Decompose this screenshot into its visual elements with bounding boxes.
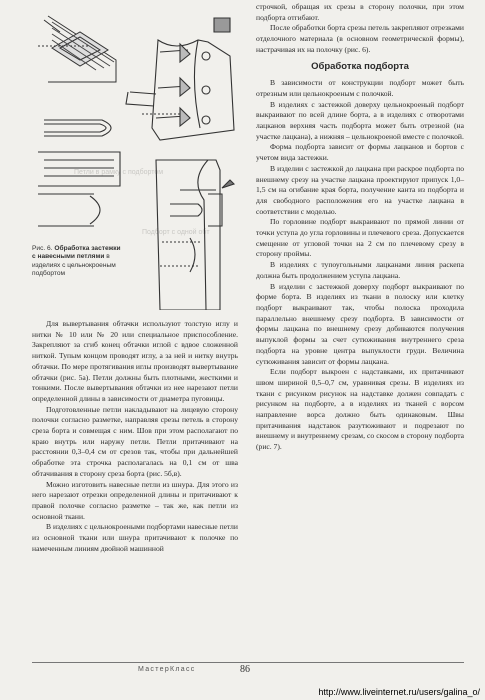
paragraph: В изделии с застежкой до лацкана при раскрое подборта по внешнему срезу на участке лацкана проектируют припуск 1,0–1,5 см на огибание края борта, получение канта из подборта и для свободного расположения его на участке лацкана в соответствии с моделью.: [256, 163, 464, 216]
paragraph: Подготовленные петли накладывают на лицевую сторону полочки согласно разметке, направляя срезы петель в сторону среза борта и совмещая с ним. Шов при этом располагают по краю внутрь или наружу петли. Петли притачивают на расстоянии 0,3–0,4 см от срезов так, чтобы при дальнейшей обработке эта строчка располагалась на 0,1 см от шва обтачивания в сторону среза борта (рис. 5б,в).: [32, 404, 238, 478]
paragraph: Для вывертывания обтачки используют толстую иглу и нитки № 10 или № 20 или специальное приспособление. Закрепляют за сгиб конец обтачки иглой с вдвое сложенной ниткой. Тупым концом проводят иглу, а за ней и нитку внутрь обтачки. По мере протягивания иглы производят вывертывание обтачки (рис. 5а). Петли должны быть плотными, жесткими и тонкими. После вывертывания обтачки из нее нарезают петли определенной длины в зависимости от диаметра пуговицы.: [32, 319, 238, 403]
section-heading: Обработка подборта: [311, 60, 409, 72]
paragraph: Можно изготовить навесные петли из шнура. Для этого из него нарезают отрезки определенной длины и притачивают к правой полочке согласно разметке – так же, как петли из основной ткани.: [32, 479, 238, 521]
paragraph: В изделиях с цельнокроеными подбортами навесные петли из основной ткани или шнура притачивают к полочке по намеченным линиям двойной машинной: [32, 522, 238, 553]
paragraph: После обработки борта срезы петель закрепляют отрезками отделочного материала (в основном геометрической формы), настрачивая их на полочку (рис. 6).: [256, 23, 464, 54]
paragraph: В изделии с застежкой доверху подборт выкраивают по форме борта. В изделиях из ткани в полоску или клетку подборт выкраивают так, чтобы полоска проходила параллельно внешнему срезу подборта. В зависимости от формы лацкана по внешнему срезу добиваются получения выпуклой формы за счет сутюживания внутреннего среза подборта на уровне центра выпуклости груди. Величина сутюживания зависит от формы лацкана.: [256, 281, 464, 366]
ghost-text-1: Петли в рамку с подбортом: [74, 169, 164, 176]
caption-rest: в изделиях с цельнокроеным подбортом: [32, 253, 116, 278]
jacket-front-drawing: [126, 18, 234, 140]
footer-label: МастерКласс: [138, 666, 196, 673]
paragraph: строчкой, обращая их срезы в сторону полочки, при этом подборта отгибают.: [256, 2, 464, 22]
right-text-column: [256, 2, 464, 453]
paragraph: В изделиях с тупоугольными лацканами линия раскепа должна быть продолжением уступа лацкана.: [256, 260, 464, 280]
loop-detail-drawing: [38, 16, 116, 82]
watermark-url: http://www.liveinternet.ru/users/galina_o/: [318, 687, 480, 697]
left-text-column: [32, 319, 238, 554]
paragraph: В зависимости от конструкции подборт может быть отрезным или цельнокроеным с полочкой.: [256, 78, 464, 98]
paragraph: В изделиях с застежкой доверху цельнокроеный подборт выкраивают по всей длине борта, а в изделиях с отворотами лацканов верхняя часть подборта может быть отрезной (на участке лацкана), а нижняя – цельнокроеной вместе с полочкой.: [256, 99, 464, 141]
caption-prefix: Рис. 6.: [32, 245, 55, 252]
paragraph: Если подборт выкроен с надставками, их притачивают швом шириной 0,5–0,7 см, уравнивая срезы. В изделиях из ткани с рисунком рисунок на надставке должен совпадать с рисунком на подборте, а в изделиях из тканей с ворсом направление ворса должно быть одинаковым. Швы притачивания надставок разутюживают и подрезают по внешнему и внутреннему срезам, со скосом в сторону подборта (рис. 7).: [256, 367, 464, 452]
footer-rule: [32, 662, 464, 663]
figure-caption: [32, 245, 124, 279]
ghost-text-2: Подборт с одной обт: [142, 229, 210, 236]
page-number: 86: [240, 664, 250, 675]
paragraph: По горловине подборт выкраивают по прямой линии от точки уступа до угла горловины и плечевого среза. Допускается смещение от угловой точки на 2 см по плечевому срезу в сторону проймы.: [256, 217, 464, 259]
paragraph: Форма подборта зависит от формы лацканов и бортов с учетом вида застежки.: [256, 142, 464, 163]
caption-bold: Обработка застежки с навесными петлями: [32, 245, 121, 261]
